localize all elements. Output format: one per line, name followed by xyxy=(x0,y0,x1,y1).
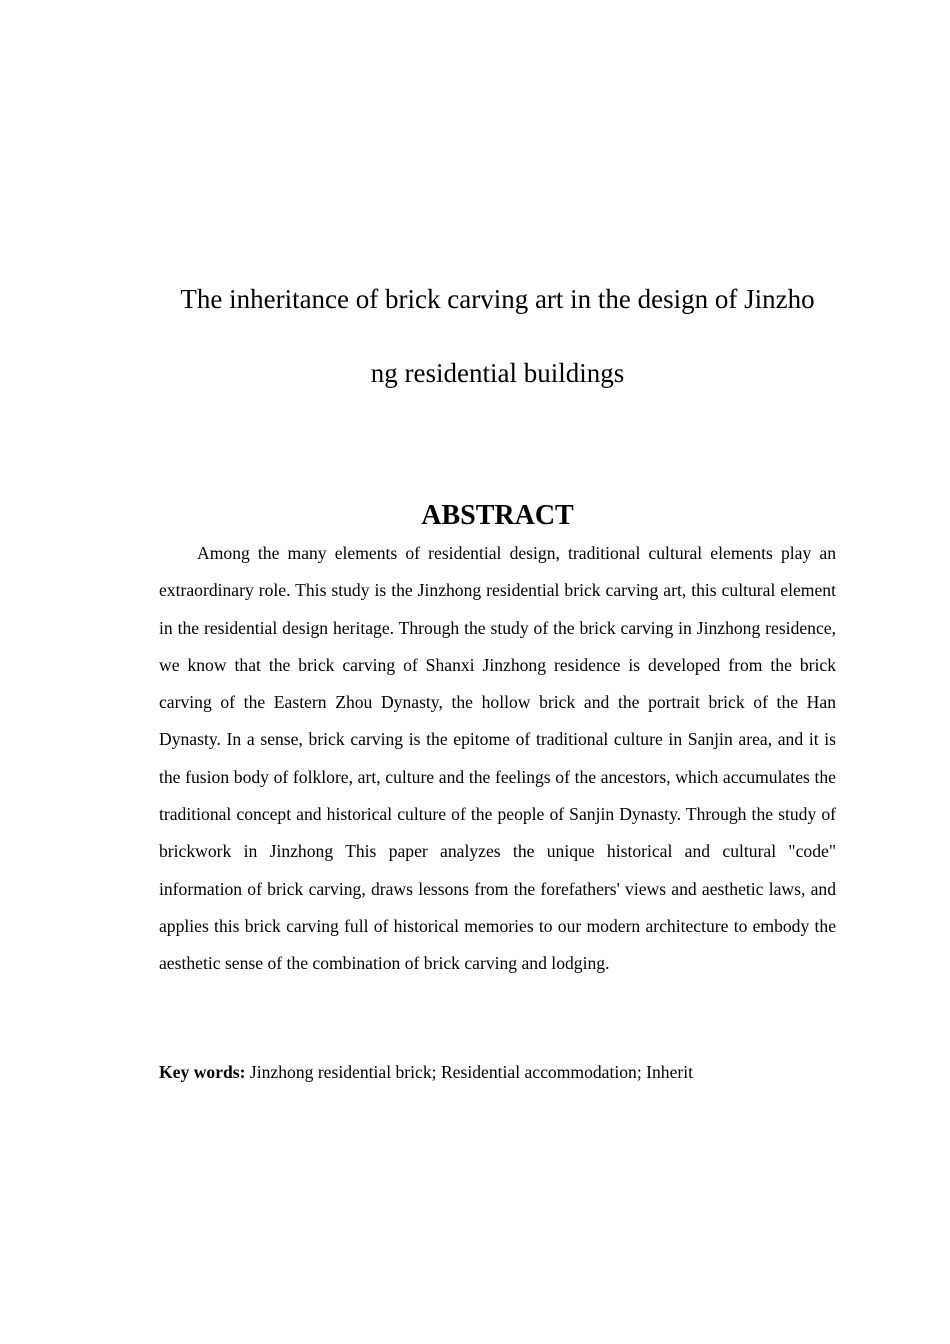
keywords-items: Jinzhong residential brick; Residential accommodation; Inherit xyxy=(245,1062,694,1082)
keywords-label: Key words: xyxy=(159,1062,246,1082)
paper-title xyxy=(159,262,836,410)
keywords xyxy=(159,1057,836,1087)
paper-title-line-1: The inheritance of brick carving art in the design of Jinzho xyxy=(180,284,815,314)
abstract-heading: ABSTRACT xyxy=(421,500,574,531)
abstract-body: Among the many elements of residential design, traditional cultural elements play an extraordinary role. This study is the Jinzhong residential brick carving art, this cultural element in the residential design heritage. Through the study of the brick carving in Jinzhong residence, we know that the brick carving of Shanxi Jinzhong residence is developed from the brick carving of the Eastern Zhou Dynasty, the hollow brick and the portrait brick of the Han Dynasty. In a sense, brick carving is the epitome of traditional culture in Sanjin area, and it is the fusion body of folklore, art, culture and the feelings of the ancestors, which accumulates the traditional concept and historical culture of the people of Sanjin Dynasty. Through the study of brickwork in Jinzhong This paper analyzes the unique historical and cultural "code" information of brick carving, draws lessons from the forefathers' views and aesthetic laws, and applies this brick carving full of historical memories to our modern architecture to embody the aesthetic sense of the combination of brick carving and lodging. xyxy=(159,543,836,974)
paper-title-line-2: ng residential buildings xyxy=(370,358,625,388)
